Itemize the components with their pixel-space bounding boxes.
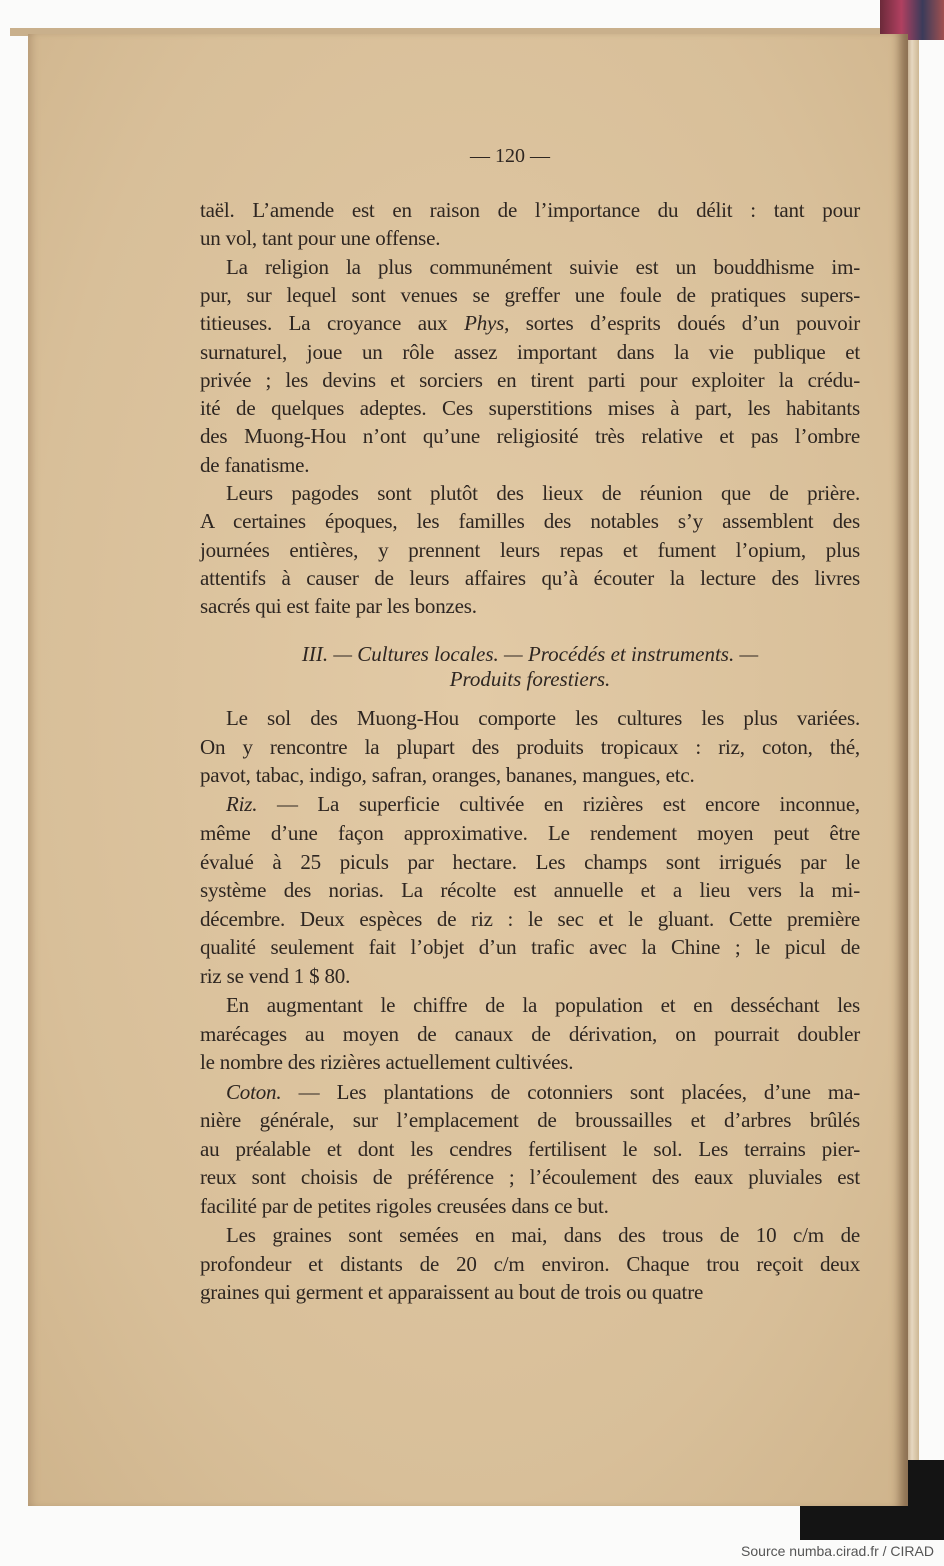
text-line: On y rencontre la plupart des produits tropicaux : riz, coton, thé, xyxy=(200,734,860,759)
text-line: des Muong-Hou n’ont qu’une religiosité très relative et pas l’ombre xyxy=(200,424,860,449)
heading-text: Produits forestiers. xyxy=(449,667,611,691)
page-number: — 120 — xyxy=(470,145,550,167)
text-line: attentifs à causer de leurs affaires qu’à écouter la lecture des livres xyxy=(200,565,860,590)
text-line: au préalable et dont les cendres fertilisent le sol. Les terrains pier- xyxy=(200,1136,860,1161)
text-line: Le sol des Muong-Hou comporte les cultures les plus variées. xyxy=(226,706,860,730)
text-line: marécages au moyen de canaux de dérivation, on pourrait doubler xyxy=(200,1021,860,1046)
text-line: nière générale, sur l’emplacement de broussailles et d’arbres brûlés xyxy=(200,1108,860,1133)
text-line: pur, sur lequel sont venues se greffer une foule de pratiques supers- xyxy=(200,282,860,307)
source-credit: Source numba.cirad.fr / CIRAD xyxy=(741,1543,934,1559)
text-line: même d’une façon approximative. Le rendement moyen peut être xyxy=(200,821,860,845)
text-line: facilité par de petites rigoles creusées dans ce but. xyxy=(200,1194,609,1218)
text-line: Les graines sont semées en mai, dans des trous de 10 c/m de xyxy=(226,1223,860,1248)
text-line: reux sont choisis de préférence ; l’écoulement des eaux pluviales est xyxy=(200,1165,860,1190)
text-line: ité de quelques adeptes. Ces superstitions mises à part, les habitants xyxy=(200,396,860,421)
text-line: évalué à 25 piculs par hectare. Les champs sont irrigués par le xyxy=(200,849,860,874)
text-line: Leurs pagodes sont plutôt des lieux de réunion que de prière. xyxy=(226,481,860,505)
text-line: surnaturel, joue un rôle assez important dans la vie publique et xyxy=(200,339,860,364)
text-line: taël. L’amende est en raison de l’importance du délit : tant pour xyxy=(200,198,860,222)
text-line: titieuses. La croyance aux Phys, sortes d’esprits doués d’un pouvoir xyxy=(200,311,860,336)
heading-text: III. — Cultures locales. — Procédés et instruments. — xyxy=(301,642,759,666)
text-line: journées entières, y prennent leurs repas et fument l’opium, plus xyxy=(200,537,860,562)
text-line: pavot, tabac, indigo, safran, oranges, bananes, mangues, etc. xyxy=(200,763,695,788)
text-line: La religion la plus communément suivie est un bouddhisme im- xyxy=(226,254,860,279)
text-line: décembre. Deux espèces de riz : le sec et le gluant. Cette première xyxy=(200,906,860,931)
text-line: riz se vend 1 $ 80. xyxy=(200,964,351,988)
text-line: En augmentant le chiffre de la population et en desséchant les xyxy=(226,993,860,1018)
text-line: le nombre des rizières actuellement cultivées. xyxy=(200,1050,574,1075)
text-line: de fanatisme. xyxy=(200,452,310,477)
section-heading-line-2 xyxy=(200,667,860,691)
text-line: Coton. — Les plantations de cotonniers sont placées, d’une ma- xyxy=(226,1079,860,1104)
text-line: système des norias. La récolte est annuelle et a lieu vers la mi- xyxy=(200,878,860,903)
text-line: un vol, tant pour une offense. xyxy=(200,226,441,251)
section-heading-line-1 xyxy=(200,642,860,666)
text-line: privée ; les devins et sorciers en tirent parti pour exploiter la crédu- xyxy=(200,367,860,392)
text-line: profondeur et distants de 20 c/m environ. Chaque trou reçoit deux xyxy=(200,1251,860,1276)
text-line: qualité seulement fait l’objet d’un trafic avec la Chine ; le picul de xyxy=(200,935,860,960)
text-line: A certaines époques, les familles des notables s’y assemblent des xyxy=(200,509,860,534)
text-line: sacrés qui est faite par les bonzes. xyxy=(200,594,477,619)
text-line: Riz. — La superficie cultivée en rizières est encore inconnue, xyxy=(226,792,860,817)
text-line: graines qui germent et apparaissent au bout de trois ou quatre xyxy=(200,1280,704,1305)
